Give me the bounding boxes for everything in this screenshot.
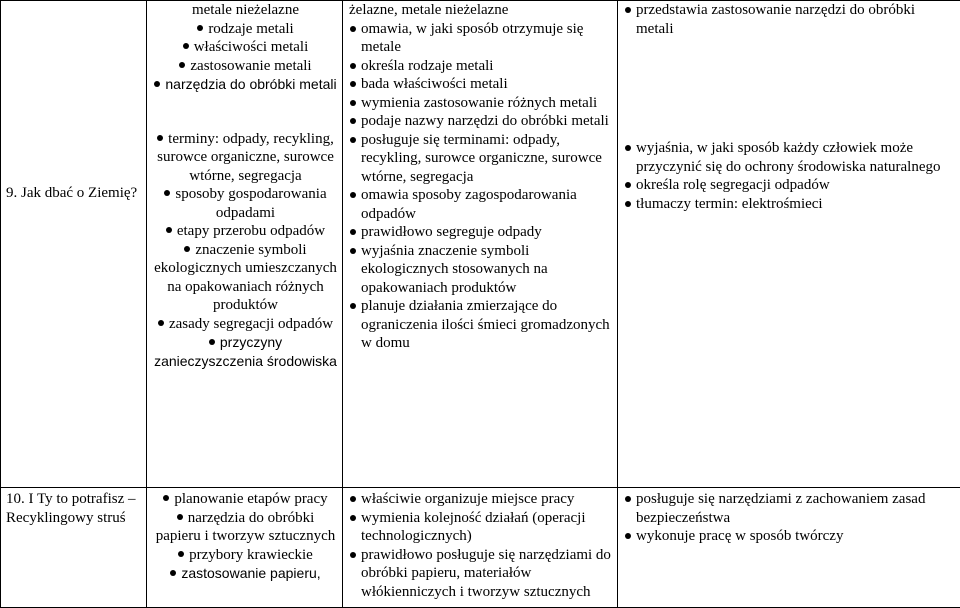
content-cell [147, 1, 343, 488]
basic-requirements-cell [343, 1, 618, 488]
list-item: narzędzia do obróbki papieru i tworzyw sztucznych [153, 509, 338, 546]
list-item: znaczenie symboli ekologicznych umieszczanych na opakowaniach różnych produktów [153, 241, 338, 315]
list-item: metale nieżelazne [153, 1, 338, 20]
list-item: właściwie organizuje miejsce pracy [349, 490, 613, 509]
list-item: przedstawia zastosowanie narzędzi do obróbki metali [624, 1, 956, 38]
bullet-icon [178, 551, 184, 557]
content-list [153, 490, 338, 583]
list-item: zasady segregacji odpadów [153, 315, 338, 334]
topic-title: 10. I Ty to potrafisz – Recyklingowy struś [6, 490, 142, 527]
list-item: wymienia kolejność działań (operacji technologicznych) [349, 509, 613, 546]
list-item: etapy przerobu odpadów [153, 222, 338, 241]
bullet-icon [166, 227, 172, 233]
bullet-icon [158, 320, 164, 326]
list-item: wymienia zastosowanie różnych metali [349, 94, 613, 113]
list-item: bada właściwości metali [349, 75, 613, 94]
bullet-icon [197, 25, 203, 31]
list-item: zastosowanie metali [153, 57, 338, 76]
bullet-icon [209, 339, 215, 345]
bullet-icon [183, 43, 189, 49]
list-item: żelazne, metale nieżelazne [349, 1, 613, 20]
bullet-icon [170, 570, 176, 576]
extended-requirements-cell [618, 488, 960, 608]
list-item: wykonuje pracę w sposób twórczy [624, 527, 956, 546]
list-item: tłumaczy termin: elektrośmieci [624, 195, 956, 214]
list-item: wyjaśnia, w jaki sposób każdy człowiek może przyczynić się do ochrony środowiska naturalnego [624, 139, 956, 176]
list-item: właściwości metali [153, 38, 338, 57]
basic-requirements-list [349, 490, 613, 601]
list-item: narzędzia do obróbki metali [153, 75, 338, 94]
list-item: prawidłowo posługuje się narzędziami do obróbki papieru, materiałów włókienniczych i tworzyw sztucznych [349, 546, 613, 602]
bullet-icon [184, 246, 190, 252]
list-item: zastosowanie papieru, [153, 564, 338, 583]
list-item: posługuje się terminami: odpady, recykling, surowce organiczne, surowce wtórne, segregacja [349, 131, 613, 187]
list-item: wyjaśnia znaczenie symboli ekologicznych stosowanych na opakowaniach produktów [349, 242, 613, 298]
list-item: określa rolę segregacji odpadów [624, 176, 956, 195]
bullet-icon [179, 62, 185, 68]
list-item: posługuje się narzędziami z zachowaniem zasad bezpieczeństwa [624, 490, 956, 527]
extended-requirements-list [624, 490, 956, 546]
table-row [1, 1, 960, 488]
list-item: rodzaje metali [153, 20, 338, 39]
table-row [1, 488, 960, 608]
extended-requirements-list [624, 1, 956, 213]
list-item: planuje działania zmierzające do ograniczenia ilości śmieci gromadzonych w domu [349, 297, 613, 353]
bullet-icon [154, 81, 160, 87]
basic-requirements-list [349, 1, 613, 353]
list-item: planowanie etapów pracy [153, 490, 338, 509]
list-item: terminy: odpady, recykling, surowce organiczne, surowce wtórne, segregacja [153, 130, 338, 186]
topic-cell [1, 488, 147, 608]
bullet-icon [163, 495, 169, 501]
content-list [153, 1, 338, 370]
list-item: omawia, w jaki sposób otrzymuje się metale [349, 20, 613, 57]
content-cell [147, 488, 343, 608]
list-item: prawidłowo segreguje odpady [349, 223, 613, 242]
list-item: omawia sposoby zagospodarowania odpadów [349, 186, 613, 223]
bullet-icon [164, 190, 170, 196]
list-item: przybory krawieckie [153, 546, 338, 565]
list-item: określa rodzaje metali [349, 57, 613, 76]
bullet-icon [177, 514, 183, 520]
basic-requirements-cell [343, 488, 618, 608]
list-item: podaje nazwy narzędzi do obróbki metali [349, 112, 613, 131]
list-item: przyczyny zanieczyszczenia środowiska [153, 333, 338, 370]
topic-title: 9. Jak dbać o Ziemię? [6, 184, 142, 488]
extended-requirements-cell [618, 1, 960, 488]
spacer [624, 38, 956, 139]
spacer [153, 94, 338, 112]
topic-cell [1, 1, 147, 488]
list-item: sposoby gospodarowania odpadami [153, 185, 338, 222]
bullet-icon [157, 135, 163, 141]
